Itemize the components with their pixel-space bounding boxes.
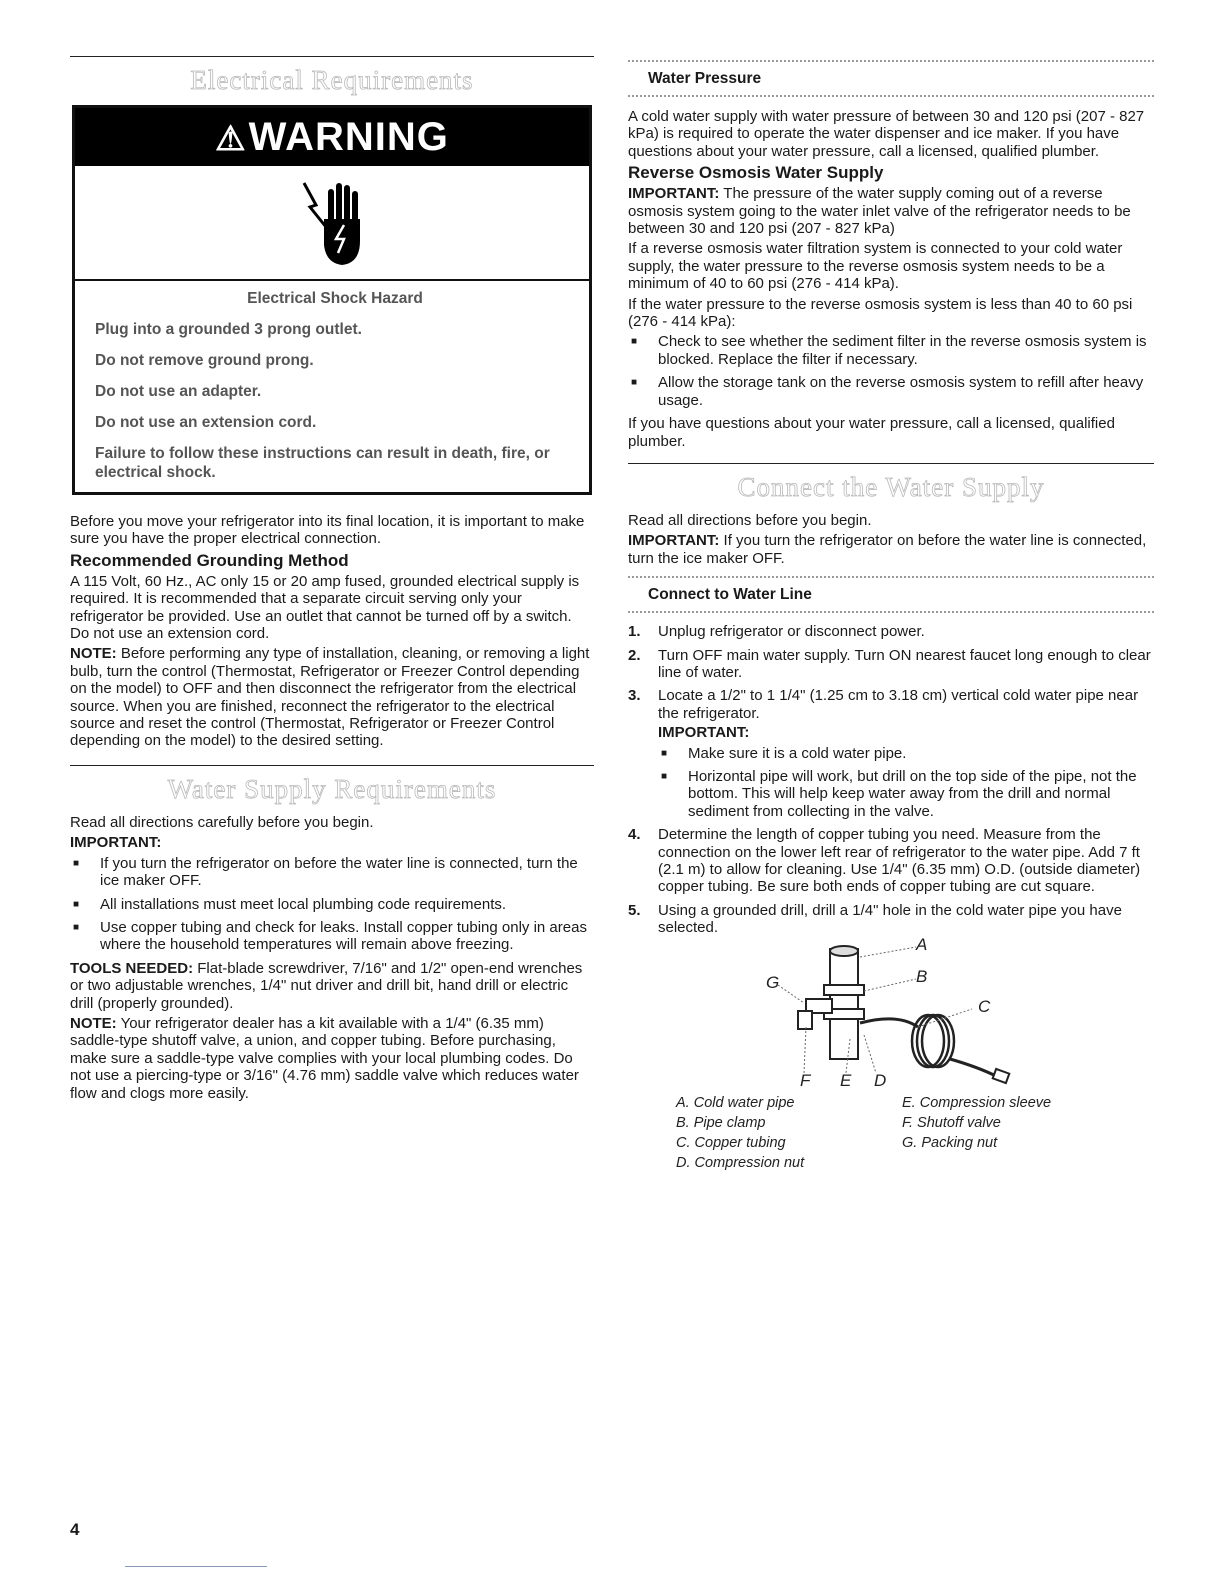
warning-box <box>72 105 592 495</box>
grounding-text: A 115 Volt, 60 Hz., AC only 15 or 20 amp fused, grounded electrical supply is required. It is recommended that a separate circuit serving only your refrigerator be provided. Use an outlet that cannot be turned off by a switch. Do not use an extension cord. <box>70 572 580 643</box>
note-text: Before performing any type of installation, cleaning, or removing a light bulb, turn the control (Thermostat, Refrigerator or Freezer Control depending on the model) to OFF and then disconnect the refrigerator from the electrical source. When you are finished, reconnect the refrigerator to the electrical source and reset the control (Thermostat, Refrigerator or Freezer Control depending on the model) to the desired setting. <box>70 645 590 750</box>
step-important-label: IMPORTANT: <box>658 724 750 742</box>
water-req-intro: Read all directions carefully before you begin. <box>70 813 374 831</box>
connect-intro: Read all directions before you begin. <box>628 511 872 529</box>
important-label: IMPORTANT: <box>70 834 162 852</box>
requirements-list <box>70 855 594 954</box>
ro-list <box>628 333 1154 409</box>
figure-label-b: B <box>916 966 928 986</box>
ro-paragraph: If a reverse osmosis water filtration system is connected to your cold water supply, the water pressure to the reverse osmosis system needs to be a minimum of 40 to 60 psi (276 - 414 kPa). <box>628 240 1123 293</box>
water-pressure-text: A cold water supply with water pressure of between 30 and 120 psi (207 - 827 kPa) is required to operate the water dispenser and ice maker. If you have questions about your water pressure, call a licensed, qualified plumber. <box>628 108 1145 160</box>
warning-heading: WARNING <box>248 115 449 159</box>
note-paragraph <box>70 645 594 749</box>
list-item: ■ If you turn the refrigerator on before the water line is connected, turn the ice maker OFF. <box>70 855 594 890</box>
warning-line: Failure to follow these instructions can result in death, fire, or electrical shock. <box>95 445 550 481</box>
legend-item: C. Copper tubing <box>676 1134 786 1151</box>
section-title-electrical: Electrical Requirements <box>190 65 474 95</box>
figure-legend-right <box>902 1093 1051 1153</box>
ro-paragraph: If the water pressure to the reverse osmosis system is less than 40 to 60 psi (276 - 414 kPa): <box>628 295 1133 331</box>
legend-item: D. Compression nut <box>676 1154 805 1171</box>
warning-line: Do not use an adapter. <box>95 383 262 400</box>
step-item: 1. Unplug refrigerator or disconnect power. <box>628 623 925 641</box>
warning-line: Do not use an extension cord. <box>95 414 317 431</box>
water-line-header: Connect to Water Line <box>648 586 812 604</box>
figure-label-g: G <box>766 972 780 992</box>
tools-text: Flat-blade screwdriver, 7/16" and 1/2" open-end wrenches or two adjustable wrenches, 1/4" nut driver and drill bit, hand drill or electric drill (properly grounded). <box>70 959 583 1012</box>
warning-line: Plug into a grounded 3 prong outlet. <box>95 321 362 338</box>
figure-label-c: C <box>978 996 991 1016</box>
step-item: 5. Using a grounded drill, drill a 1/4" hole in the cold water pipe you have selected. <box>628 901 1122 937</box>
warning-line: Do not remove ground prong. <box>95 352 314 369</box>
section-rule <box>70 56 594 57</box>
section-title-connect-water: Connect the Water Supply <box>737 471 1045 502</box>
tools-paragraph <box>70 960 594 1012</box>
warning-header <box>75 108 589 166</box>
section-rule <box>628 463 1154 464</box>
figure-label-a: A <box>916 934 928 954</box>
legend-item: B. Pipe clamp <box>676 1114 766 1131</box>
legend-item: G. Packing nut <box>902 1134 998 1151</box>
note-paragraph <box>70 1015 594 1102</box>
figure-label-e: E <box>840 1070 852 1090</box>
list-item: ■ Horizontal pipe will work, but drill on the top side of the pipe, not the bottom. This will help keep water away from the drill and normal sediment from collecting in the valve. <box>658 768 1154 820</box>
tools-label: TOOLS NEEDED: <box>70 959 194 977</box>
left-column <box>70 56 594 1105</box>
note-label: NOTE: <box>70 645 117 663</box>
step-item: 4. Determine the length of copper tubing you need. Measure from the connection on the lower left rear of refrigerator to the water pipe. Add 7 ft (2.1 m) to allow for cleaning. Use 1/4" (6.35 mm) O.D. (outside diameter) copper tubing. Be sure both ends of copper tubing are cut square. <box>628 826 1141 896</box>
footer-rule <box>125 1566 267 1567</box>
page-number: 4 <box>70 1520 80 1539</box>
ro-important: IMPORTANT: The pressure of the water supply coming out of a reverse osmosis system going to the water inlet valve of the refrigerator needs to be between 30 and 120 psi (207 - 827 kPa) <box>628 185 1131 238</box>
hazard-title: Electrical Shock Hazard <box>247 290 423 307</box>
legend-item: E. Compression sleeve <box>902 1094 1052 1111</box>
ro-heading: Reverse Osmosis Water Supply <box>628 163 884 183</box>
step-item: 3. Locate a 1/2" to 1 1/4" (1.25 cm to 3.18 cm) vertical cold water pipe near the refrigerator. IMPORTANT: ■ Make sure it is a cold water pipe. ■ Horizontal pipe will work, but drill on the top side of the pipe, not the bottom. This will help keep water away from the drill and normal sediment from collecting in the valve. <box>628 687 1154 820</box>
list-item: ■ Allow the storage tank on the reverse osmosis system to refill after heavy usage. <box>628 374 1154 409</box>
ro-paragraph: If you have questions about your water pressure, call a licensed, qualified plumber. <box>628 415 1115 450</box>
right-column <box>628 60 1154 1175</box>
electrical-shock-hand-icon <box>292 175 372 271</box>
warning-body <box>75 281 589 492</box>
step-item: 2. Turn OFF main water supply. Turn ON nearest faucet long enough to clear line of water. <box>628 646 1151 681</box>
connect-important: IMPORTANT: If you turn the refrigerator on before the water line is connected, turn the ice maker OFF. <box>628 532 1147 567</box>
section-title-water-supply: Water Supply Requirements <box>167 773 497 804</box>
list-item: ■ Make sure it is a cold water pipe. <box>658 745 1154 762</box>
valve-diagram <box>628 943 1154 1093</box>
note-text: Your refrigerator dealer has a kit available with a 1/4" (6.35 mm) saddle-type shutoff valve, a union, and copper tubing. Before purchasing, make sure a saddle-type valve complies with your local plumbing codes. Do not use a piercing-type or 3/16" (4.76 mm) saddle valve which reduces water flow and clogs more easily. <box>70 1014 579 1102</box>
legend-item: F. Shutoff valve <box>902 1114 1001 1131</box>
steps-list <box>628 623 1154 937</box>
list-item: ■ Check to see whether the sediment filter in the reverse osmosis system is blocked. Replace the filter if necessary. <box>628 333 1154 368</box>
shock-icon-area <box>75 166 589 281</box>
list-item: ■ All installations must meet local plumbing code requirements. <box>70 896 594 913</box>
list-item: ■ Use copper tubing and check for leaks. Install copper tubing only in areas where the household temperatures will remain above freezing. <box>70 919 594 954</box>
figure-label-f: F <box>800 1070 811 1090</box>
step-sublist <box>658 745 1154 821</box>
figure-legend-left <box>676 1093 804 1173</box>
warning-triangle-icon: ⚠ <box>215 120 247 158</box>
grounding-heading: Recommended Grounding Method <box>70 550 349 570</box>
electrical-intro: Before you move your refrigerator into its final location, it is important to make sure you have the proper electrical connection. <box>70 513 585 548</box>
water-line-figure <box>628 934 1154 1175</box>
note-label: NOTE: <box>70 1014 117 1032</box>
water-pressure-header: Water Pressure <box>648 70 762 87</box>
figure-label-d: D <box>874 1070 887 1090</box>
legend-item: A. Cold water pipe <box>676 1094 795 1111</box>
section-rule <box>70 765 594 766</box>
